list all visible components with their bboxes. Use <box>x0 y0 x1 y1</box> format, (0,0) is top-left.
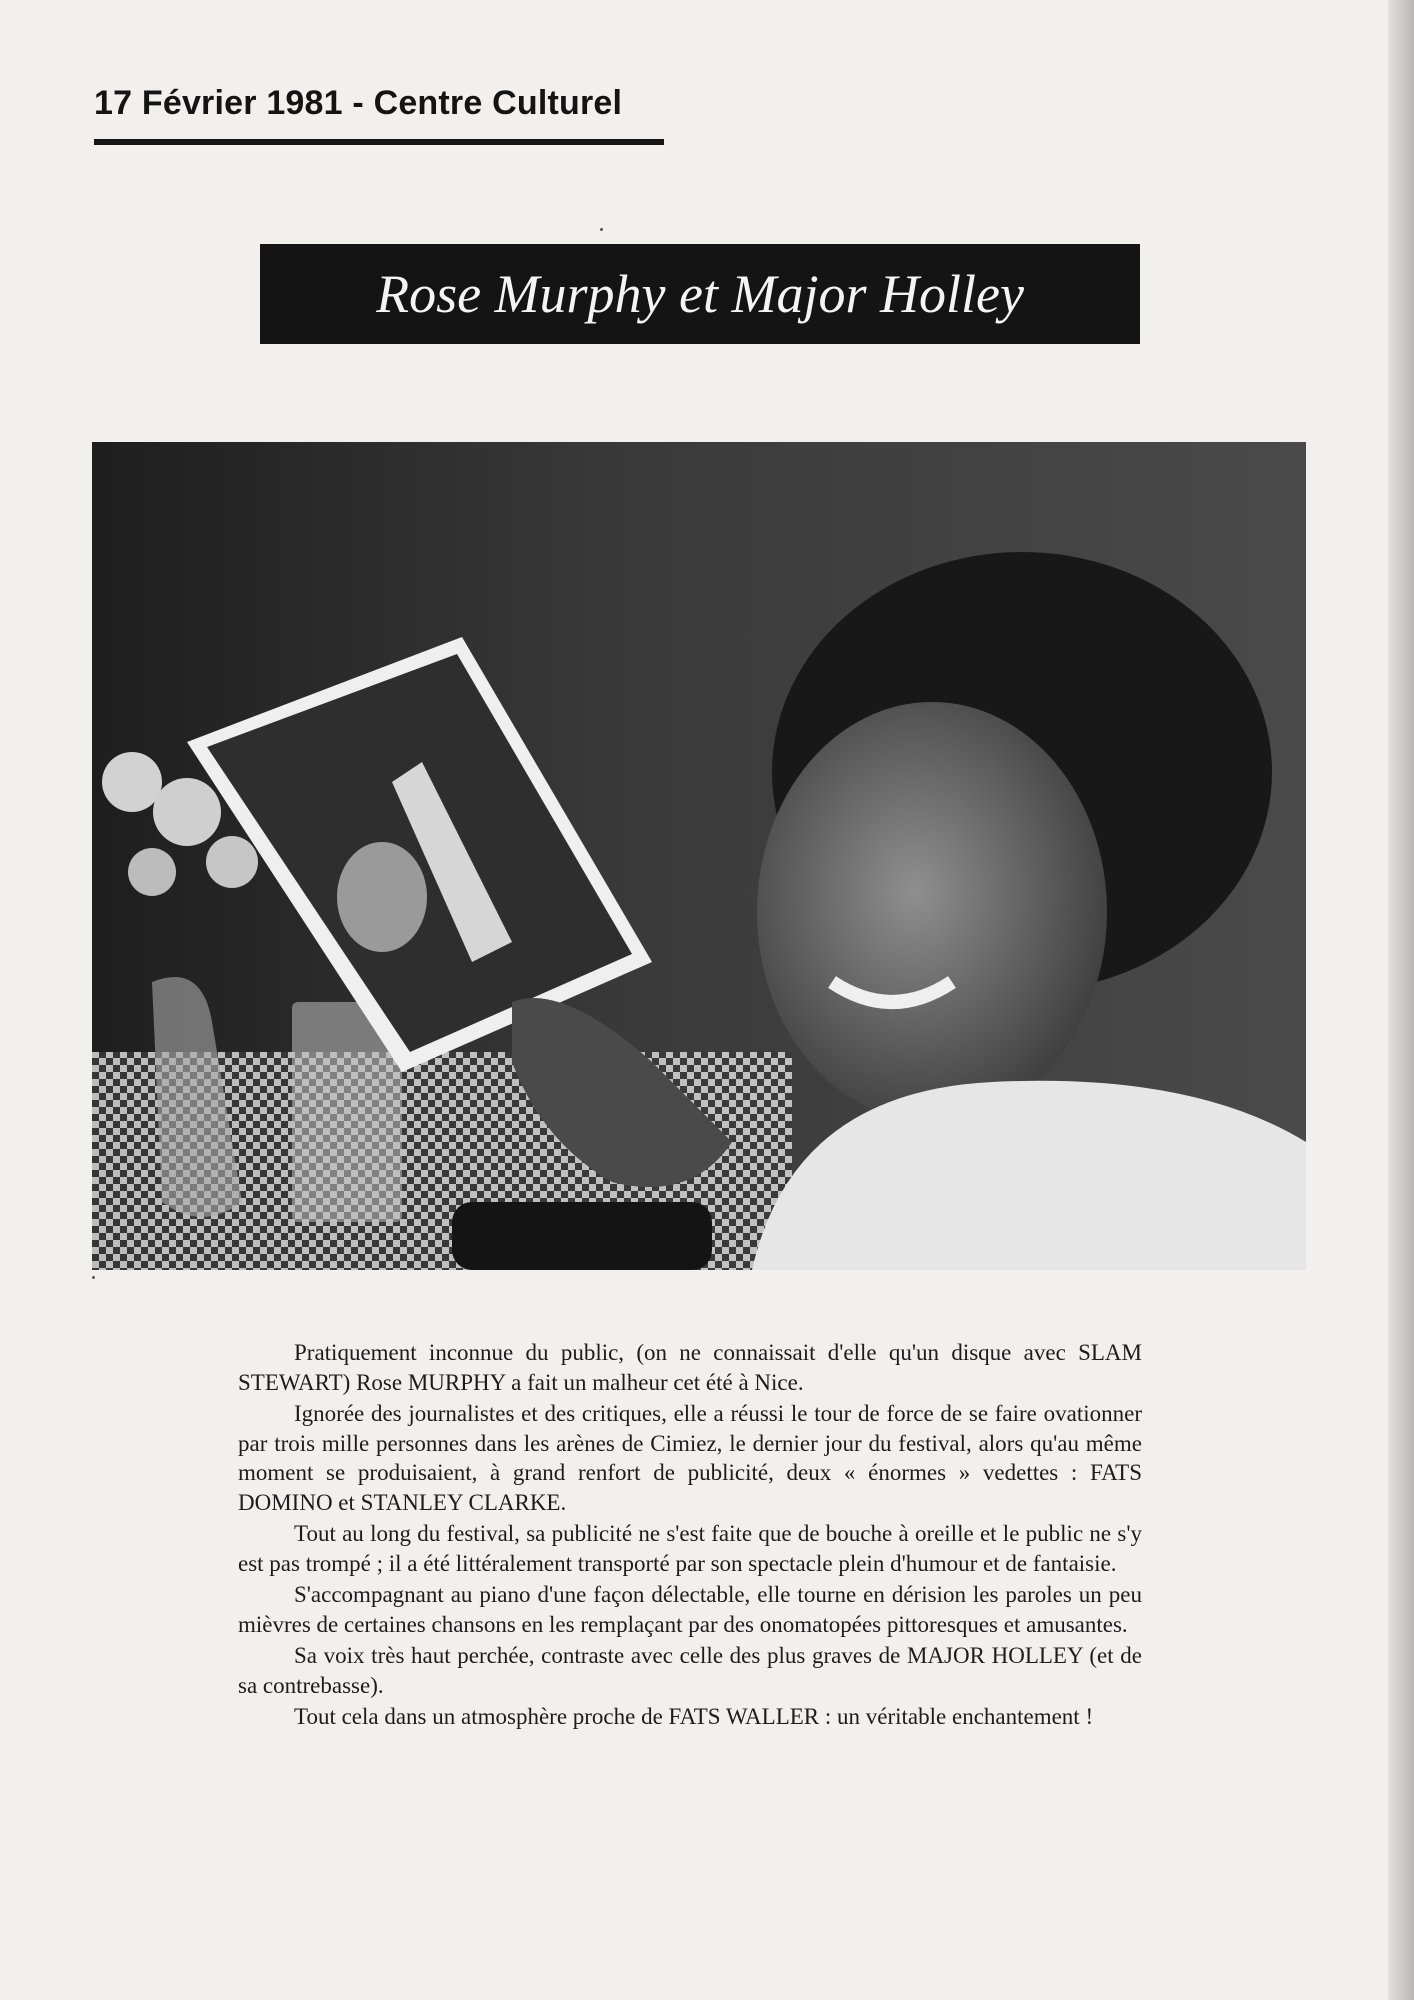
photo-rose-murphy <box>92 442 1306 1270</box>
title-banner <box>260 244 1140 344</box>
article-paragraph: Sa voix très haut perchée, contraste avec celle des plus graves de MAJOR HOLLEY (et de sa contrebasse). <box>238 1643 1142 1698</box>
article-body <box>238 1338 1142 1734</box>
header-date-venue: 17 Février 1981 - Centre Culturel <box>94 84 623 122</box>
article-paragraph: Tout cela dans un atmosphère proche de FATS WALLER : un véritable enchantement ! <box>294 1704 1094 1729</box>
photo-rose-murphy-holding-photograph-icon <box>92 442 1306 1270</box>
print-speck <box>600 228 603 231</box>
article-paragraph: Tout au long du festival, sa publicité ne s'est faite que de bouche à oreille et le public ne s'y est pas trompé ; il a été littéralement transporté par son spectacle plein d'humour et de fantaisie. <box>238 1521 1142 1576</box>
article-paragraph: S'accompagnant au piano d'une façon délectable, elle tourne en dérision les paroles un peu mièvres de certaines chansons en les remplaçant par des onomatopées pittoresques et amusantes. <box>238 1582 1142 1637</box>
article-paragraph: Pratiquement inconnue du public, (on ne connaissait d'elle qu'un disque avec SLAM STEWART) Rose MURPHY a fait un malheur cet été à Nice. <box>238 1340 1142 1395</box>
page-edge-shadow <box>1388 0 1414 2000</box>
article-paragraph: Ignorée des journalistes et des critiques, elle a réussi le tour de force de se faire ovationner par trois mille personnes dans les arènes de Cimiez, le dernier jour du festival, alors qu'au même moment se produisaient, à grand renfort de publicité, deux « énormes » vedettes : FATS DOMINO et STANLEY CLARKE. <box>238 1401 1142 1515</box>
page-title: Rose Murphy et Major Holley <box>376 264 1024 324</box>
print-speck <box>92 1276 95 1279</box>
header-rule <box>94 139 664 145</box>
